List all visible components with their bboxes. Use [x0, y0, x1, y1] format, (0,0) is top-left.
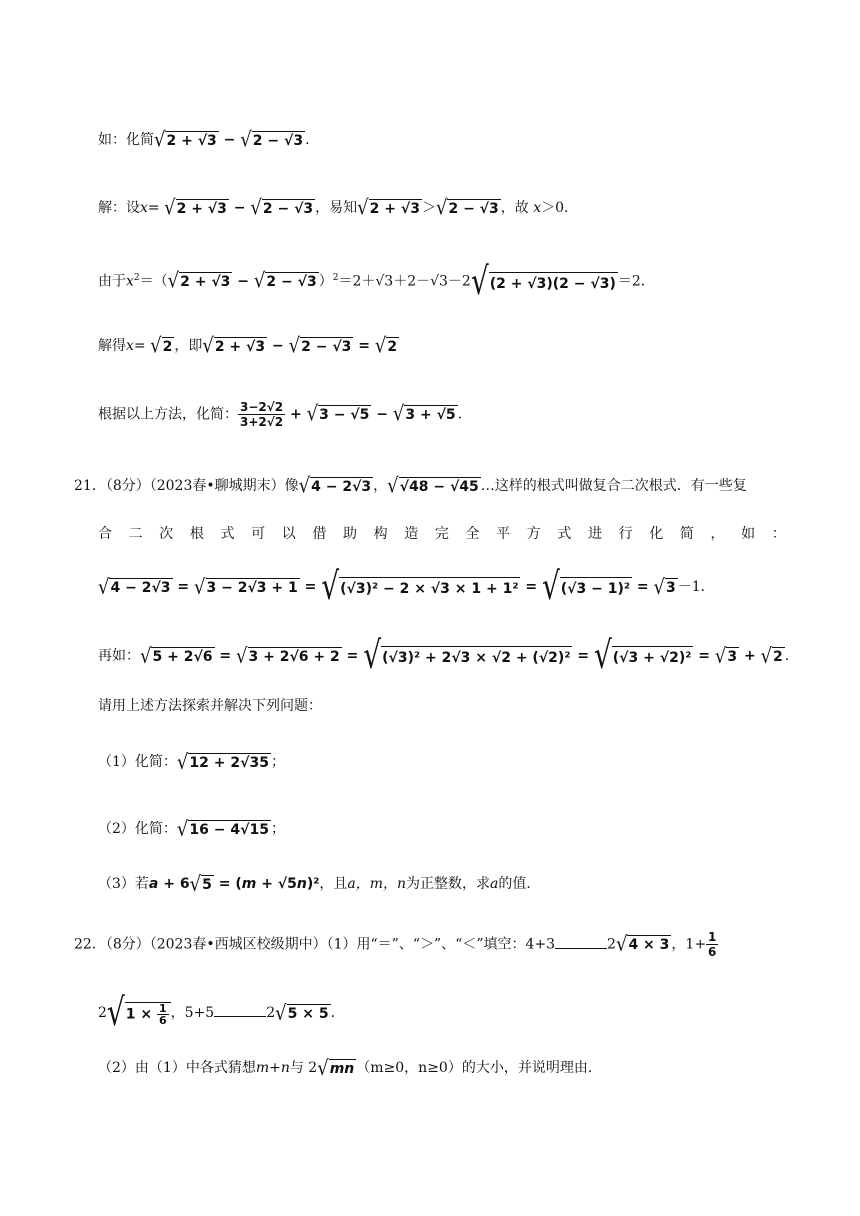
q22-line2: [0, 990, 860, 1035]
justified-char: 以: [281, 526, 296, 542]
radical: √ 2: [760, 643, 783, 668]
part3-vars: a，m，n: [347, 876, 407, 892]
radical: √ 5: [189, 871, 212, 896]
q22-header-line: 22．（8分）（2023春•西城区校级期中）（1）用“＝”、“＞”、“＜”填空：4+3 2 √ 4 × 3 ，1+ $\frac{1}{6}$: [74, 930, 717, 959]
fraction: $\frac{1}{6}$: [708, 930, 717, 959]
radical: √ 2 − √3: [250, 195, 314, 220]
again-prefix: 再如：: [98, 648, 140, 664]
justified-char: 次: [159, 526, 174, 542]
part3-a: a: [490, 876, 499, 892]
radical: √ 2 − √3: [288, 333, 352, 358]
justified-char: 如: [741, 526, 756, 542]
radical: √ 2 − √3: [253, 269, 317, 294]
justified-char: 简: [679, 526, 694, 542]
justified-char: 根: [189, 526, 204, 542]
q21-example2-line: 再如： √ 5 + 2√6 = √ 3 + 2√6 + 2 = √ (√3)² + 2√3 × √2 + (√2)² = √ (√3 + √2)² = √ 3 + √ 2 .: [98, 633, 790, 678]
radical: √ (√3 + √2)²: [593, 633, 692, 678]
example-intro-line: 如：化简 √ 2 + √3 − √ 2 − √3 .: [98, 127, 310, 152]
q22-source: （8分）（2023春•西城区校级期中）（1）用“＝”、“＞”、“＜”填空：4+3: [105, 936, 556, 953]
answer-blank-2[interactable]: [214, 1002, 266, 1017]
part3-label: （3）若: [98, 876, 149, 892]
radical: √ 5 × 5: [275, 1000, 329, 1025]
part3-end: 为正整数，求: [406, 876, 491, 892]
justified-char: 完: [434, 526, 449, 542]
q21-part1: （1）化简： √ 12 + 2√35 ；: [98, 749, 285, 774]
q21-text: …这样的根式叫做复合二次根式．有一些复: [480, 478, 747, 494]
q22-number: 22．: [74, 936, 106, 953]
justified-char: 式: [220, 526, 235, 542]
justified-char: 方: [526, 526, 541, 542]
radical: √ 3 − 2√3 + 1: [194, 574, 298, 599]
task-prefix: 根据以上方法，化简：: [98, 406, 238, 423]
q21-part2: （2）化简： √ 16 − 4√15 ；: [98, 816, 285, 841]
q21-part3: （3）若a + 6 √ 5 = (m + √5n)²，且a，m，n为正整数，求a的值．: [98, 871, 541, 896]
radical: √ 3: [653, 574, 676, 599]
radical: √ 5 + 2√6: [140, 643, 213, 668]
justified-char: 借: [312, 526, 327, 542]
radical: √ 2 + √3: [167, 269, 231, 294]
radical: √ 2: [150, 333, 173, 358]
example-step3-line: 解得x= √ 2 ，即 √ 2 + √3 − √ 2 − √3 = √ 2: [98, 333, 398, 358]
radical: √ 3 − √5: [306, 402, 370, 427]
radical: √ 4 × 3: [615, 932, 670, 957]
radical: √ 3 + √5: [392, 402, 456, 427]
radical: √ (√3)² + 2√3 × √2 + (√2)²: [363, 633, 571, 678]
justified-char: 行: [618, 526, 633, 542]
radical: √ (√3 − 1)²: [541, 564, 631, 609]
fraction: $\frac{3-2√2}{3+2√2}$: [240, 400, 284, 429]
radical: √ 3: [714, 643, 738, 668]
step1-prefix: 解：设: [98, 200, 140, 216]
justified-char: 平: [496, 526, 511, 542]
q21-instruction: 请用上述方法探索并解决下列问题：: [98, 698, 322, 714]
q22-line2-tail-lead: 2: [266, 1005, 276, 1021]
q22-line2-end: ．: [330, 1005, 345, 1021]
q21-header-line: 21．（8分）（2023春•聊城期末）像 √ 4 − 2√3 ， √ √48 − √45 …这样的根式叫做复合二次根式．有一些复: [74, 473, 747, 498]
radical: √ (√3)² − 2 × √3 × 1 + 1²: [321, 564, 519, 609]
radical: √ (2 + √3)(2 − √3): [470, 258, 616, 304]
justified-char: ，: [710, 526, 725, 542]
justified-char: 合: [98, 526, 112, 542]
step3-mid: ，即: [174, 338, 203, 354]
example-step1-line: 解：设x= √ 2 + √3 − √ 2 − √3 ，易知 √ 2 + √3 ＞ √ 2 − √3 ，故 x＞0．: [98, 195, 579, 220]
radical: √ 2 − √3: [435, 195, 499, 220]
radical: √ 2 + √3: [164, 195, 227, 220]
answer-blank-1[interactable]: [555, 934, 607, 949]
q22-p2-prefix: （2）由（1）中各式猜想: [98, 1060, 256, 1076]
part3-final: 的值．: [498, 876, 541, 892]
q22-p2-mid: 与 2: [289, 1060, 318, 1076]
step2-result: ＝2＋√3＋2－√3－2: [338, 273, 471, 290]
justified-char: 造: [404, 526, 419, 542]
justified-char: 二: [128, 526, 143, 542]
radical: √ 2: [374, 333, 398, 358]
step2-mid: ＝（: [139, 273, 168, 290]
step2-prefix: 由于: [98, 273, 126, 290]
justified-char: 进: [588, 526, 602, 542]
radical: √ 3 + 2√6 + 2: [236, 643, 340, 668]
example-intro: 如：化简: [98, 132, 154, 148]
radical: √ 16 − 4√15: [176, 816, 269, 841]
part1-label: （1）化简：: [98, 754, 177, 770]
q21-justified-line: [0, 522, 860, 546]
justified-char: 助: [343, 526, 357, 542]
radical: √ 2 − √3: [240, 127, 304, 152]
justified-char: 式: [557, 526, 572, 542]
radical: √ mn: [317, 1055, 355, 1080]
q22-p2-cond: （m≥0，n≥0）的大小，并说明理由．: [356, 1060, 602, 1076]
justified-char: 化: [649, 526, 664, 542]
q22-part1-b: ，1+: [671, 936, 707, 953]
step3-prefix: 解得: [98, 338, 126, 354]
step1-end: ＞0．: [541, 200, 579, 216]
radical: √ 12 + 2√35: [176, 749, 269, 774]
radical: √ 2 + √3: [202, 333, 266, 358]
example1-end: －1．: [677, 579, 715, 595]
part2-label: （2）化简：: [98, 821, 177, 837]
step1-mid: ，易知: [315, 200, 358, 216]
step1-suffix: ，故: [500, 200, 529, 216]
radical: √ 2 + √3: [357, 195, 420, 220]
q21-number: 21．: [74, 478, 106, 494]
justified-char: ：: [771, 526, 786, 542]
justified-char: 全: [465, 526, 480, 542]
q22-p2-mn: m+n: [255, 1060, 290, 1076]
justified-char: 可: [251, 526, 266, 542]
q22-part2: [0, 1056, 860, 1080]
radical: √ 4 − 2√3: [298, 473, 372, 498]
part3-tail: ，且: [319, 876, 348, 892]
radical: √ 2 + √3: [154, 127, 217, 152]
example-task-line: 根据以上方法，化简： $\frac{3-2√2}{3+2√2}$ + √ 3 − √5 − √ 3 + √5 .: [98, 400, 463, 429]
justified-char: 构: [373, 526, 388, 542]
radical: √ 1 × $\frac{1}{6}$: [107, 1000, 171, 1026]
radical: √ 4 − 2√3: [98, 574, 171, 599]
q21-source: （8分）（2023春•聊城期末）像: [105, 478, 299, 494]
q22-line2-mid: ，5+5: [170, 1005, 215, 1021]
radical: √ √48 − √45: [387, 473, 479, 498]
q21-example1-line: √ 4 − 2√3 = √ 3 − 2√3 + 1 = √ (√3)² − 2 × √3 × 1 + 1² = √ (√3 − 1)² = √ 3 －1．: [98, 564, 715, 609]
example-step2-line: 由于$x^2=$（ √ 2 + √3 − √ 2 − √3 ）$^2$＝2＋√3＋2－√3－2 √ (2 + √3)(2 − √3) ＝2．: [98, 258, 655, 304]
step2-tail: ）: [318, 273, 333, 290]
step2-end: ＝2．: [617, 273, 655, 290]
q22-line2-lead: 2: [98, 1005, 107, 1021]
